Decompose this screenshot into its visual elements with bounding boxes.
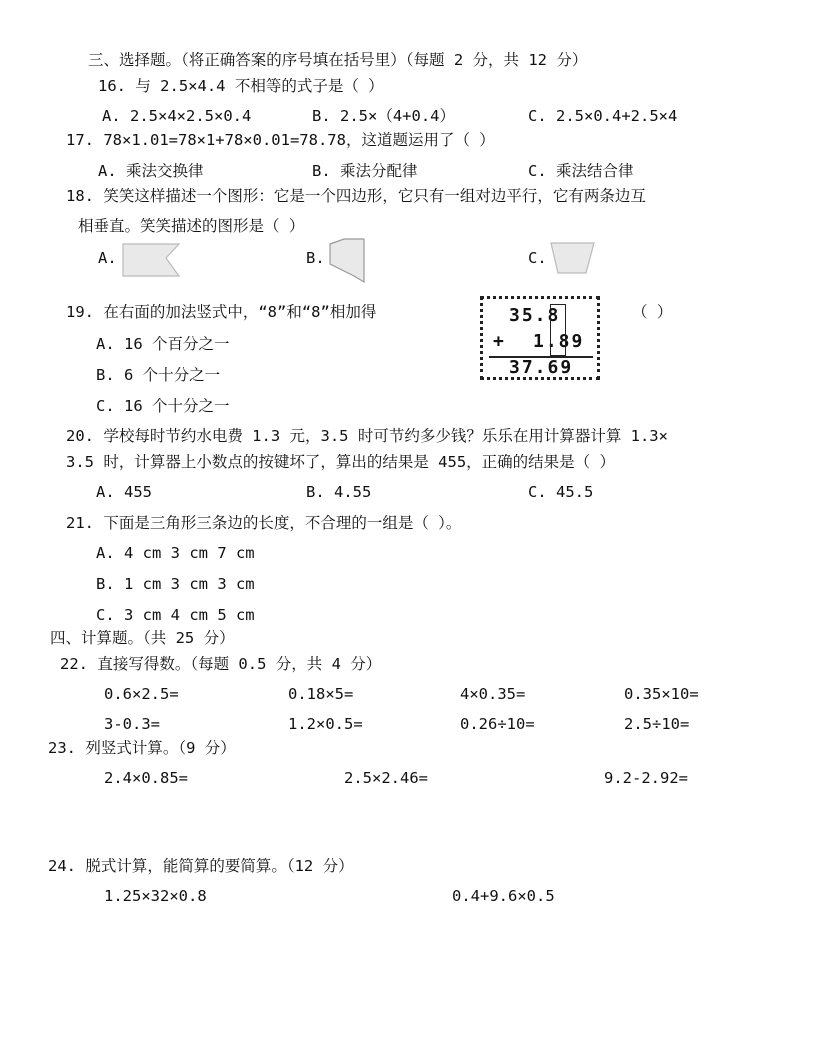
q19-option-c: C. 16 个十分之一 <box>96 397 230 415</box>
q20-line1: 20. 学校每时节约水电费 1.3 元，3.5 时可节约多少钱？乐乐在用计算器计算 1.3× <box>66 427 668 445</box>
q20-option-c: C. 45.5 <box>528 483 594 501</box>
q21-option-c: C. 3 cm 4 cm 5 cm <box>96 606 255 624</box>
q21-stem: 21. 下面是三角形三条边的长度，不合理的一组是（ ）。 <box>66 514 462 532</box>
vertical-plus-sign: + <box>493 331 506 352</box>
q22-stem: 22. 直接写得数。（每题 0.5 分，共 4 分） <box>60 655 382 673</box>
q23-item-2: 2.5×2.46= <box>344 769 428 787</box>
vertical-row1: 35.8 <box>509 305 561 326</box>
q23-item-1: 2.4×0.85= <box>104 769 188 787</box>
q17-stem: 17. 78×1.01=78×1+78×0.01=78.78，这道题运用了（ ） <box>66 131 495 149</box>
highlight-eights-box <box>550 304 566 356</box>
q16-option-a: A. 2.5×4×2.5×0.4 <box>102 107 252 125</box>
q18-option-b: B. <box>306 249 325 267</box>
q18-shape-b <box>326 236 370 286</box>
q19-vertical-addition <box>480 296 600 380</box>
section3-title: 三、选择题。（将正确答案的序号填在括号里）（每题 2 分，共 12 分） <box>88 51 588 69</box>
q22-item-8: 2.5÷10= <box>624 715 690 733</box>
q24-stem: 24. 脱式计算，能简算的要简算。（12 分） <box>48 857 354 875</box>
q18-shape-c <box>548 240 598 276</box>
q22-item-2: 0.18×5= <box>288 685 354 703</box>
q22-item-4: 0.35×10= <box>624 685 699 703</box>
q18-line2: 相垂直。笑笑描述的图形是（ ） <box>78 217 305 235</box>
q17-option-b: B. 乘法分配律 <box>312 162 418 180</box>
vertical-result: 37.69 <box>509 357 574 378</box>
q16-option-c: C. 2.5×0.4+2.5×4 <box>528 107 678 125</box>
q21-option-a: A. 4 cm 3 cm 7 cm <box>96 544 255 562</box>
q17-option-c: C. 乘法结合律 <box>528 162 634 180</box>
q22-item-6: 1.2×0.5= <box>288 715 363 733</box>
vertical-row2: 1.89 <box>533 331 585 352</box>
q22-item-7: 0.26÷10= <box>460 715 535 733</box>
q19-option-b: B. 6 个十分之一 <box>96 366 221 384</box>
q20-line2: 3.5 时，计算器上小数点的按键坏了，算出的结果是 455，正确的结果是（ ） <box>66 453 615 471</box>
q18-line1: 18. 笑笑这样描述一个图形：它是一个四边形，它只有一组对边平行，它有两条边互 <box>66 187 646 205</box>
section4-title: 四、计算题。（共 25 分） <box>50 629 235 647</box>
q19-option-a: A. 16 个百分之一 <box>96 335 230 353</box>
q21-option-b: B. 1 cm 3 cm 3 cm <box>96 575 255 593</box>
q20-option-b: B. 4.55 <box>306 483 372 501</box>
q23-stem: 23. 列竖式计算。（9 分） <box>48 739 236 757</box>
q16-option-b: B. 2.5×（4+0.4） <box>312 107 455 125</box>
q19-stem: 19. 在右面的加法竖式中，“8”和“8”相加得 <box>66 303 377 321</box>
q20-option-a: A. 455 <box>96 483 152 501</box>
q18-option-a: A. <box>98 249 117 267</box>
q16-stem: 16. 与 2.5×4.4 不相等的式子是（ ） <box>98 77 384 95</box>
q24-item-2: 0.4+9.6×0.5 <box>452 887 555 905</box>
q22-item-5: 3-0.3= <box>104 715 160 733</box>
q22-item-3: 4×0.35= <box>460 685 526 703</box>
q19-answer-blank: （ ） <box>632 303 673 321</box>
q22-item-1: 0.6×2.5= <box>104 685 179 703</box>
q17-option-a: A. 乘法交换律 <box>98 162 204 180</box>
q23-item-3: 9.2-2.92= <box>604 769 688 787</box>
q24-item-1: 1.25×32×0.8 <box>104 887 207 905</box>
q18-option-c: C. <box>528 249 547 267</box>
q18-shape-a <box>120 240 182 280</box>
